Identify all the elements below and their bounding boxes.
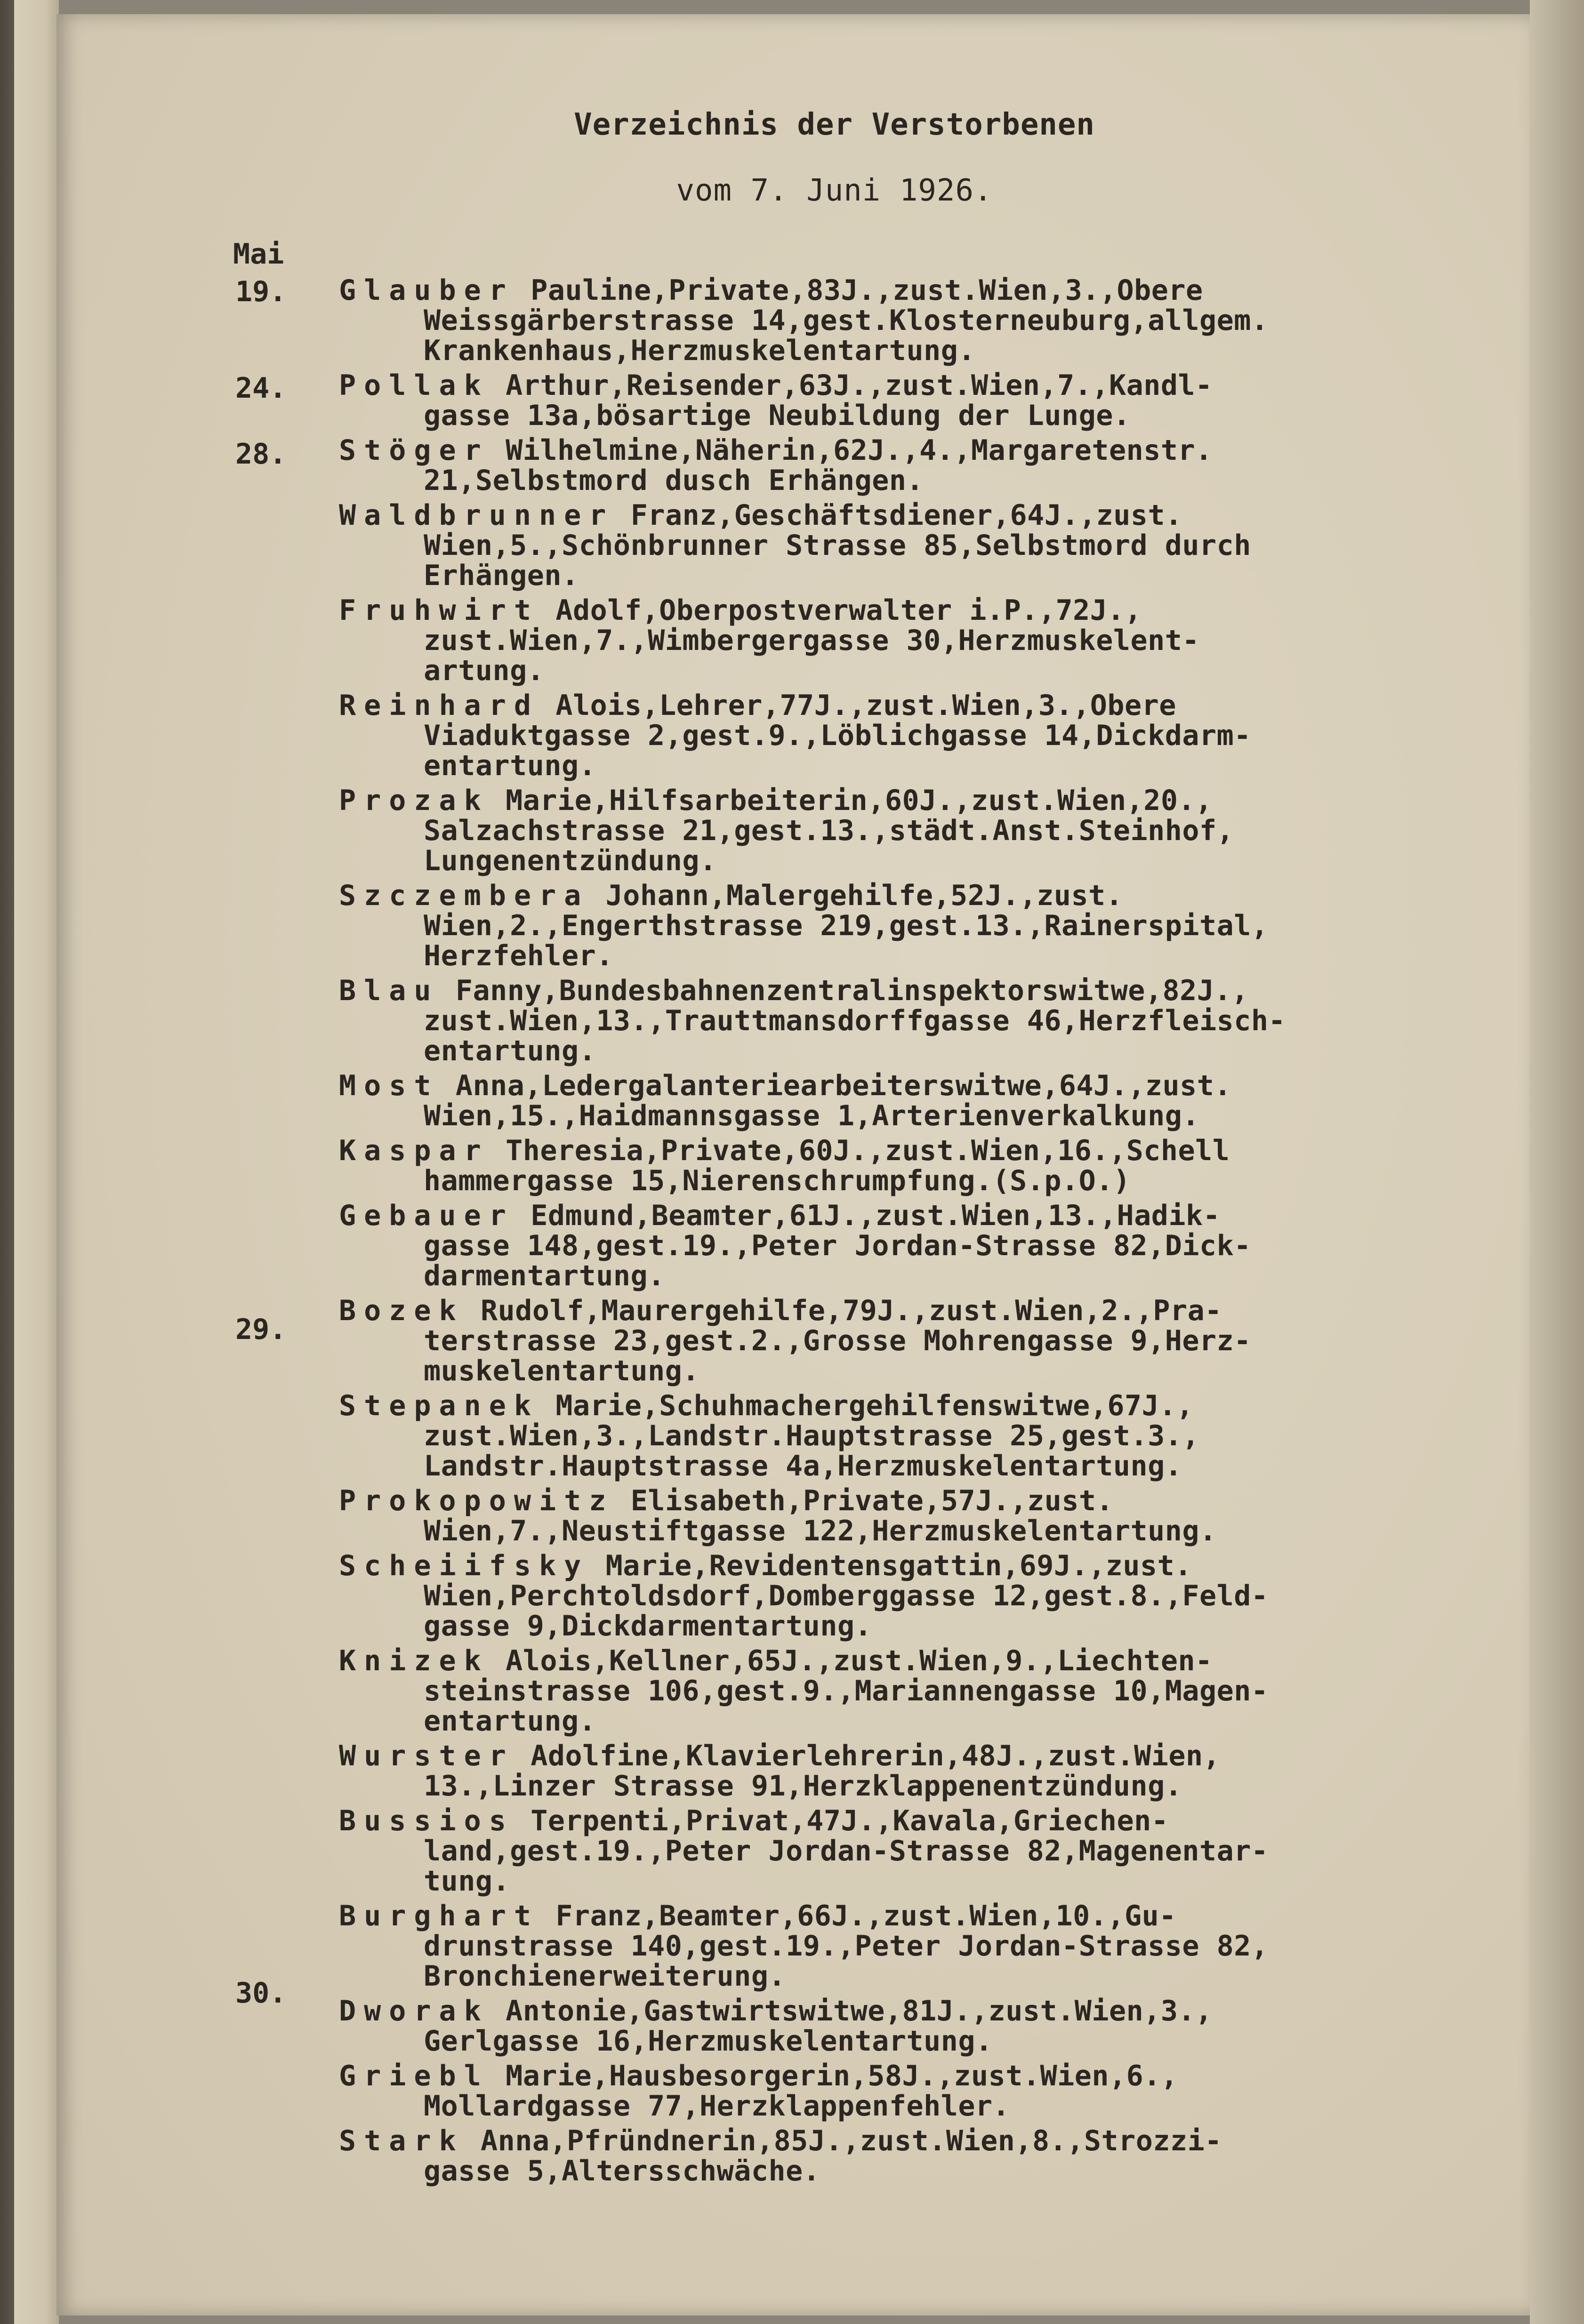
entry-continuation-line: [339, 1866, 1478, 1896]
entry-first-line: [339, 595, 1478, 625]
deceased-surname: Bussios: [339, 1804, 514, 1837]
death-entry: [339, 1901, 1478, 1991]
entry-first-line: [339, 1646, 1478, 1676]
death-entry: [339, 1296, 1478, 1386]
entry-details: steinstrasse 106,gest.9.,Mariannengasse 10,Magen-: [424, 1675, 1269, 1707]
entry-continuation-line: [339, 1836, 1478, 1866]
death-entry: [339, 976, 1478, 1066]
entry-continuation-line: [339, 1706, 1478, 1736]
month-label: Mai: [233, 238, 284, 271]
entry-continuation-line: [339, 1231, 1478, 1261]
deceased-surname: Bozek: [339, 1294, 464, 1327]
deceased-surname: Stöger: [339, 434, 489, 467]
death-entry: [339, 370, 1478, 431]
death-entry: [339, 881, 1478, 971]
deceased-surname: Blau: [339, 974, 439, 1007]
death-entry: [339, 1071, 1478, 1131]
entry-first-line: [339, 1551, 1478, 1581]
entry-details: Franz,Beamter,66J.,zust.Wien,10.,Gu-: [555, 1899, 1176, 1932]
entry-continuation-line: [339, 1931, 1478, 1961]
entry-continuation-line: [339, 1101, 1478, 1131]
death-entry: [339, 2126, 1478, 2186]
entry-details: Marie,Schuhmachergehilfenswitwe,67J.,: [555, 1389, 1194, 1422]
entry-continuation-line: [339, 1166, 1478, 1196]
entry-details: Anna,Ledergalanteriearbeiterswitwe,64J.,zust.: [455, 1069, 1231, 1102]
deceased-surname: Prozak: [339, 784, 489, 817]
entry-first-line: [339, 2061, 1478, 2091]
entry-first-line: [339, 785, 1478, 816]
entry-first-line: [339, 1996, 1478, 2026]
entry-details: Rudolf,Maurergehilfe,79J.,zust.Wien,2.,Pra-: [481, 1294, 1222, 1327]
deceased-surname: Prokopowitz: [339, 1484, 614, 1517]
entry-details: Landstr.Hauptstrasse 4a,Herzmuskelentartung.: [424, 1450, 1182, 1483]
entry-continuation-line: [339, 401, 1478, 431]
entry-continuation-line: [339, 911, 1478, 941]
entry-details: Edmund,Beamter,61J.,zust.Wien,13.,Hadik-: [531, 1199, 1221, 1232]
entry-details: Arthur,Reisender,63J.,zust.Wien,7.,Kandl-: [506, 369, 1213, 402]
entry-first-line: [339, 275, 1478, 305]
previous-page-edge: [14, 0, 59, 2324]
entry-details: zust.Wien,3.,Landstr.Hauptstrasse 25,gest.3.,: [424, 1419, 1200, 1452]
entry-details: gasse 5,Altersschwäche.: [424, 2155, 820, 2188]
entry-details: Elisabeth,Private,57J.,zust.: [630, 1484, 1114, 1517]
day-label: 28.: [235, 438, 287, 471]
entry-details: entartung.: [424, 1034, 596, 1067]
entry-continuation-line: [339, 1516, 1478, 1546]
entry-continuation-line: [339, 2156, 1478, 2186]
entry-details: gasse 148,gest.19.,Peter Jordan-Strasse 82,Dick-: [424, 1229, 1251, 1262]
death-entry: [339, 1391, 1478, 1481]
entry-first-line: [339, 1486, 1478, 1516]
entry-continuation-line: [339, 1326, 1478, 1356]
entry-details: Erhängen.: [424, 559, 579, 592]
entry-continuation-line: [339, 656, 1478, 686]
death-entry: [339, 1806, 1478, 1896]
entry-details: Franz,Geschäftsdiener,64J.,zust.: [630, 499, 1182, 532]
day-label: 30.: [235, 1977, 287, 2010]
entry-details: Adolfine,Klavierlehrerin,48J.,zust.Wien,: [531, 1739, 1221, 1772]
entry-details: Theresia,Private,60J.,zust.Wien,16.,Schell: [506, 1134, 1230, 1167]
entry-first-line: [339, 1136, 1478, 1166]
death-entry: [339, 785, 1478, 876]
entry-details: Wien,7.,Neustiftgasse 122,Herzmuskelentartung.: [424, 1515, 1217, 1547]
death-entry: [339, 1741, 1478, 1801]
entry-details: Marie,Revidentensgattin,69J.,zust.: [605, 1549, 1192, 1582]
entry-details: entartung.: [424, 749, 596, 782]
entry-first-line: [339, 1071, 1478, 1101]
entry-details: Herzfehler.: [424, 939, 613, 972]
entry-details: Adolf,Oberpostverwalter i.P.,72J.,: [555, 594, 1142, 627]
day-label: 29.: [235, 1313, 287, 1346]
entry-details: Marie,Hilfsarbeiterin,60J.,zust.Wien,20.,: [506, 784, 1213, 817]
deceased-surname: Scheiifsky: [339, 1549, 589, 1582]
entry-continuation-line: [339, 625, 1478, 656]
death-entry: [339, 1201, 1478, 1291]
death-entry: [339, 435, 1478, 496]
entry-details: Fanny,Bundesbahnenzentralinspektorswitwe,82J.,: [455, 974, 1249, 1007]
entry-continuation-line: [339, 1961, 1478, 1991]
deceased-surname: Griebl: [339, 2060, 489, 2092]
death-entry: [339, 690, 1478, 781]
entry-details: Mollardgasse 77,Herzklappenfehler.: [424, 2090, 1010, 2123]
entry-details: Antonie,Gastwirtswitwe,81J.,zust.Wien,3.,: [506, 1995, 1213, 2027]
deceased-surname: Waldbrunner: [339, 499, 614, 532]
deceased-surname: Gebauer: [339, 1199, 514, 1232]
entry-continuation-line: [339, 751, 1478, 781]
death-entry: [339, 1486, 1478, 1546]
entry-continuation-line: [339, 305, 1478, 336]
deceased-surname: Burghart: [339, 1899, 539, 1932]
entry-details: Pauline,Private,83J.,zust.Wien,3.,Obere: [531, 274, 1203, 307]
entry-first-line: [339, 1296, 1478, 1326]
deceased-surname: Szczembera: [339, 879, 589, 912]
entry-continuation-line: [339, 530, 1478, 561]
entry-details: land,gest.19.,Peter Jordan-Strasse 82,Magenentar-: [424, 1835, 1269, 1867]
entry-details: entartung.: [424, 1705, 596, 1738]
death-entry: [339, 1996, 1478, 2056]
entry-details: tung.: [424, 1865, 510, 1898]
entry-continuation-line: [339, 1771, 1478, 1801]
entry-continuation-line: [339, 2026, 1478, 2056]
entry-details: Wilhelmine,Näherin,62J.,4.,Margaretenstr.: [506, 434, 1213, 467]
death-entry: [339, 1646, 1478, 1736]
death-entry: [339, 500, 1478, 591]
entry-details: zust.Wien,13.,Trauttmansdorffgasse 46,Herzfleisch-: [424, 1004, 1286, 1037]
deceased-surname: Wurster: [339, 1739, 514, 1772]
deceased-surname: Stark: [339, 2124, 464, 2157]
entry-details: Anna,Pfründnerin,85J.,zust.Wien,8.,Strozzi-: [481, 2124, 1222, 2157]
entry-details: drunstrasse 140,gest.19.,Peter Jordan-Strasse 82,: [424, 1930, 1269, 1963]
entry-details: Lungenentzündung.: [424, 844, 717, 877]
entry-details: Salzachstrasse 21,gest.13.,städt.Anst.Steinhof,: [424, 814, 1234, 847]
entry-first-line: [339, 976, 1478, 1006]
entry-continuation-line: [339, 846, 1478, 876]
entry-continuation-line: [339, 1611, 1478, 1641]
entry-continuation-line: [339, 1421, 1478, 1451]
entry-details: Johann,Malergehilfe,52J.,zust.: [605, 879, 1123, 912]
entry-details: Terpenti,Privat,47J.,Kavala,Griechen-: [531, 1804, 1169, 1837]
entry-details: Alois,Lehrer,77J.,zust.Wien,3.,Obere: [555, 689, 1176, 722]
page-stack-edge: [1530, 0, 1584, 2324]
entry-continuation-line: [339, 721, 1478, 751]
entry-continuation-line: [339, 561, 1478, 591]
entry-continuation-line: [339, 1581, 1478, 1611]
entry-first-line: [339, 690, 1478, 721]
day-label: 19.: [235, 275, 287, 308]
entry-details: Viaduktgasse 2,gest.9.,Löblichgasse 14,Dickdarm-: [424, 719, 1251, 752]
entry-details: Alois,Kellner,65J.,zust.Wien,9.,Liechten-: [506, 1644, 1213, 1677]
entry-first-line: [339, 1391, 1478, 1421]
entry-continuation-line: [339, 941, 1478, 971]
entry-continuation-line: [339, 1036, 1478, 1066]
death-entry: [339, 275, 1478, 366]
document-title: Verzeichnis der Verstorbenen: [574, 107, 1095, 142]
deceased-surname: Fruhwirt: [339, 594, 539, 627]
document-subtitle: vom 7. Juni 1926.: [676, 173, 993, 208]
entry-details: darmentartung.: [424, 1259, 665, 1292]
entry-details: 13.,Linzer Strasse 91,Herzklappenentzündung.: [424, 1770, 1182, 1803]
entry-details: Bronchienerweiterung.: [424, 1960, 786, 1993]
entry-first-line: [339, 500, 1478, 530]
deceased-surname: Stepanek: [339, 1389, 539, 1422]
entry-details: hammergasse 15,Nierenschrumpfung.(S.p.O.): [424, 1164, 1131, 1197]
entry-details: zust.Wien,7.,Wimbergergasse 30,Herzmuskelent-: [424, 624, 1200, 657]
entry-first-line: [339, 1806, 1478, 1836]
entry-details: Marie,Hausbesorgerin,58J.,zust.Wien,6.,: [506, 2060, 1178, 2092]
entry-continuation-line: [339, 1356, 1478, 1386]
day-label: 24.: [235, 372, 287, 405]
entry-details: 21,Selbstmord dusch Erhängen.: [424, 464, 924, 497]
death-entry: [339, 2061, 1478, 2121]
entry-details: artung.: [424, 654, 545, 687]
entry-details: Krankenhaus,Herzmuskelentartung.: [424, 334, 975, 367]
deceased-surname: Knizek: [339, 1644, 489, 1677]
entry-continuation-line: [339, 336, 1478, 366]
entry-details: gasse 13a,bösartige Neubildung der Lunge.: [424, 399, 1131, 432]
entry-first-line: [339, 2126, 1478, 2156]
entry-details: Wien,Perchtoldsdorf,Domberggasse 12,gest.8.,Feld-: [424, 1579, 1269, 1612]
entry-first-line: [339, 1201, 1478, 1231]
entry-first-line: [339, 1901, 1478, 1931]
entry-continuation-line: [339, 465, 1478, 496]
deceased-surname: Pollak: [339, 369, 489, 402]
entry-first-line: [339, 435, 1478, 465]
entry-continuation-line: [339, 1676, 1478, 1706]
death-entry: [339, 1136, 1478, 1196]
entry-details: Weissgärberstrasse 14,gest.Klosterneuburg,allgem.: [424, 304, 1269, 337]
entry-details: Gerlgasse 16,Herzmuskelentartung.: [424, 2025, 993, 2058]
deceased-surname: Most: [339, 1069, 439, 1102]
entry-details: muskelentartung.: [424, 1354, 700, 1387]
entry-details: terstrasse 23,gest.2.,Grosse Mohrengasse 9,Herz-: [424, 1324, 1251, 1357]
entry-continuation-line: [339, 1261, 1478, 1291]
deceased-surname: Dworak: [339, 1995, 489, 2027]
deceased-surname: Reinhard: [339, 689, 539, 722]
entry-details: gasse 9,Dickdarmentartung.: [424, 1610, 872, 1643]
entry-details: Wien,5.,Schönbrunner Strasse 85,Selbstmord durch: [424, 529, 1251, 562]
entry-details: Wien,15.,Haidmannsgasse 1,Arterienverkalkung.: [424, 1099, 1200, 1132]
entry-continuation-line: [339, 1451, 1478, 1481]
entry-first-line: [339, 1741, 1478, 1771]
entry-first-line: [339, 370, 1478, 401]
death-entry: [339, 595, 1478, 686]
entry-first-line: [339, 881, 1478, 911]
deceased-surname: Glauber: [339, 274, 514, 307]
entry-continuation-line: [339, 1006, 1478, 1036]
entry-continuation-line: [339, 816, 1478, 846]
entry-details: Wien,2.,Engerthstrasse 219,gest.13.,Rainerspital,: [424, 909, 1269, 942]
deceased-surname: Kaspar: [339, 1134, 489, 1167]
death-entry: [339, 1551, 1478, 1641]
entry-continuation-line: [339, 2091, 1478, 2121]
